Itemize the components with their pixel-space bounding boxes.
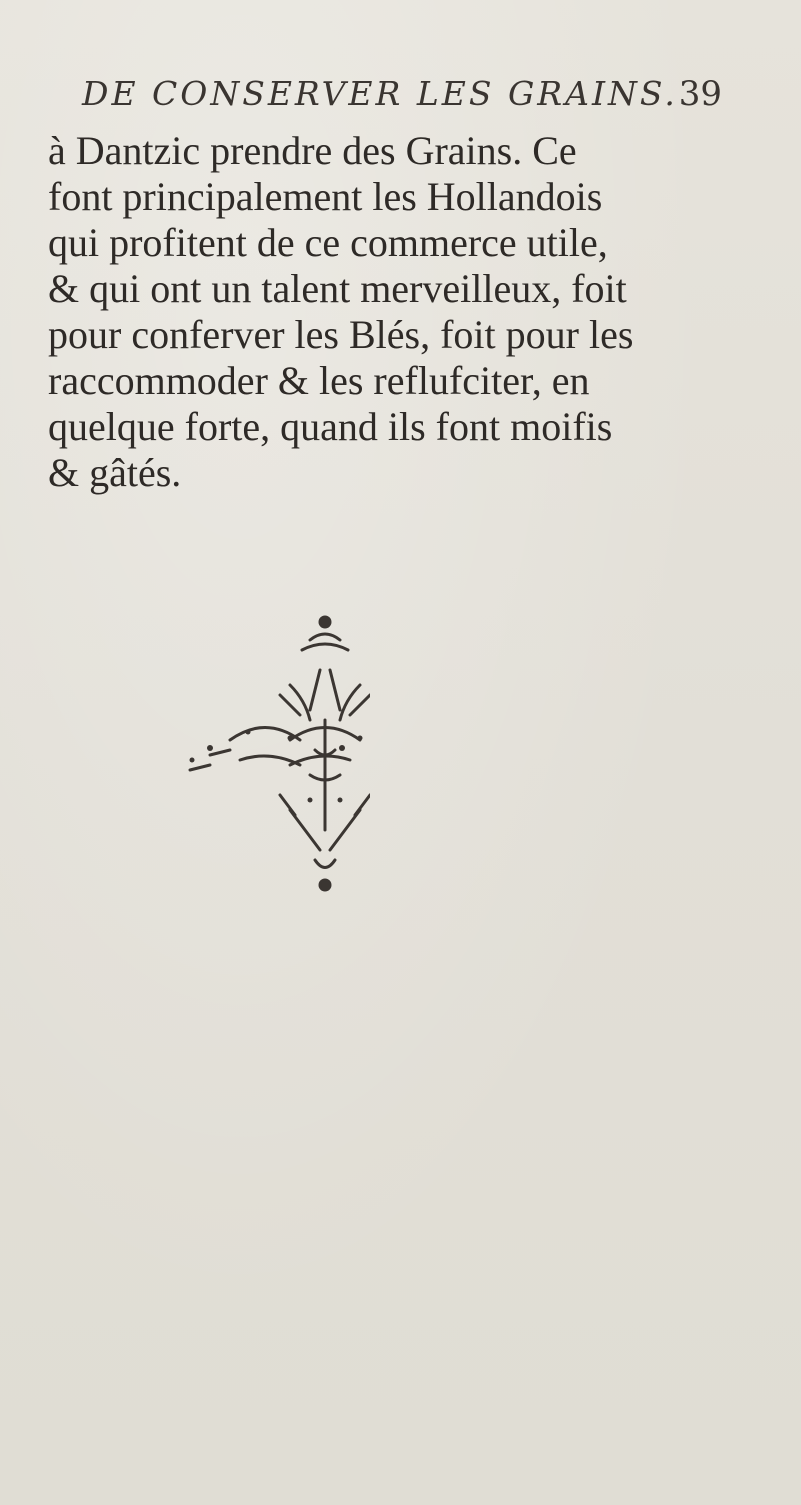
text-line: qui profitent de ce commerce utile, bbox=[48, 220, 608, 265]
text-line: font principalement les Hollandois bbox=[48, 174, 603, 219]
paragraph bbox=[48, 128, 770, 496]
page-number: 39 bbox=[678, 74, 722, 114]
floral-cul-de-lampe-icon bbox=[170, 600, 370, 900]
text-line: à Dantzic prendre des Grains. Ce bbox=[48, 128, 577, 173]
text-line: & qui ont un talent merveilleux, foit bbox=[48, 266, 627, 311]
text-line: raccommoder & les reflufciter, en bbox=[48, 358, 590, 403]
text-line: & gâtés. bbox=[48, 450, 182, 495]
running-title: DE CONSERVER LES GRAINS. bbox=[82, 74, 678, 113]
text-line: quelque forte, quand ils font moifis bbox=[48, 404, 613, 449]
text-line: pour conferver les Blés, foit pour les bbox=[48, 312, 634, 357]
page-header bbox=[82, 74, 722, 124]
